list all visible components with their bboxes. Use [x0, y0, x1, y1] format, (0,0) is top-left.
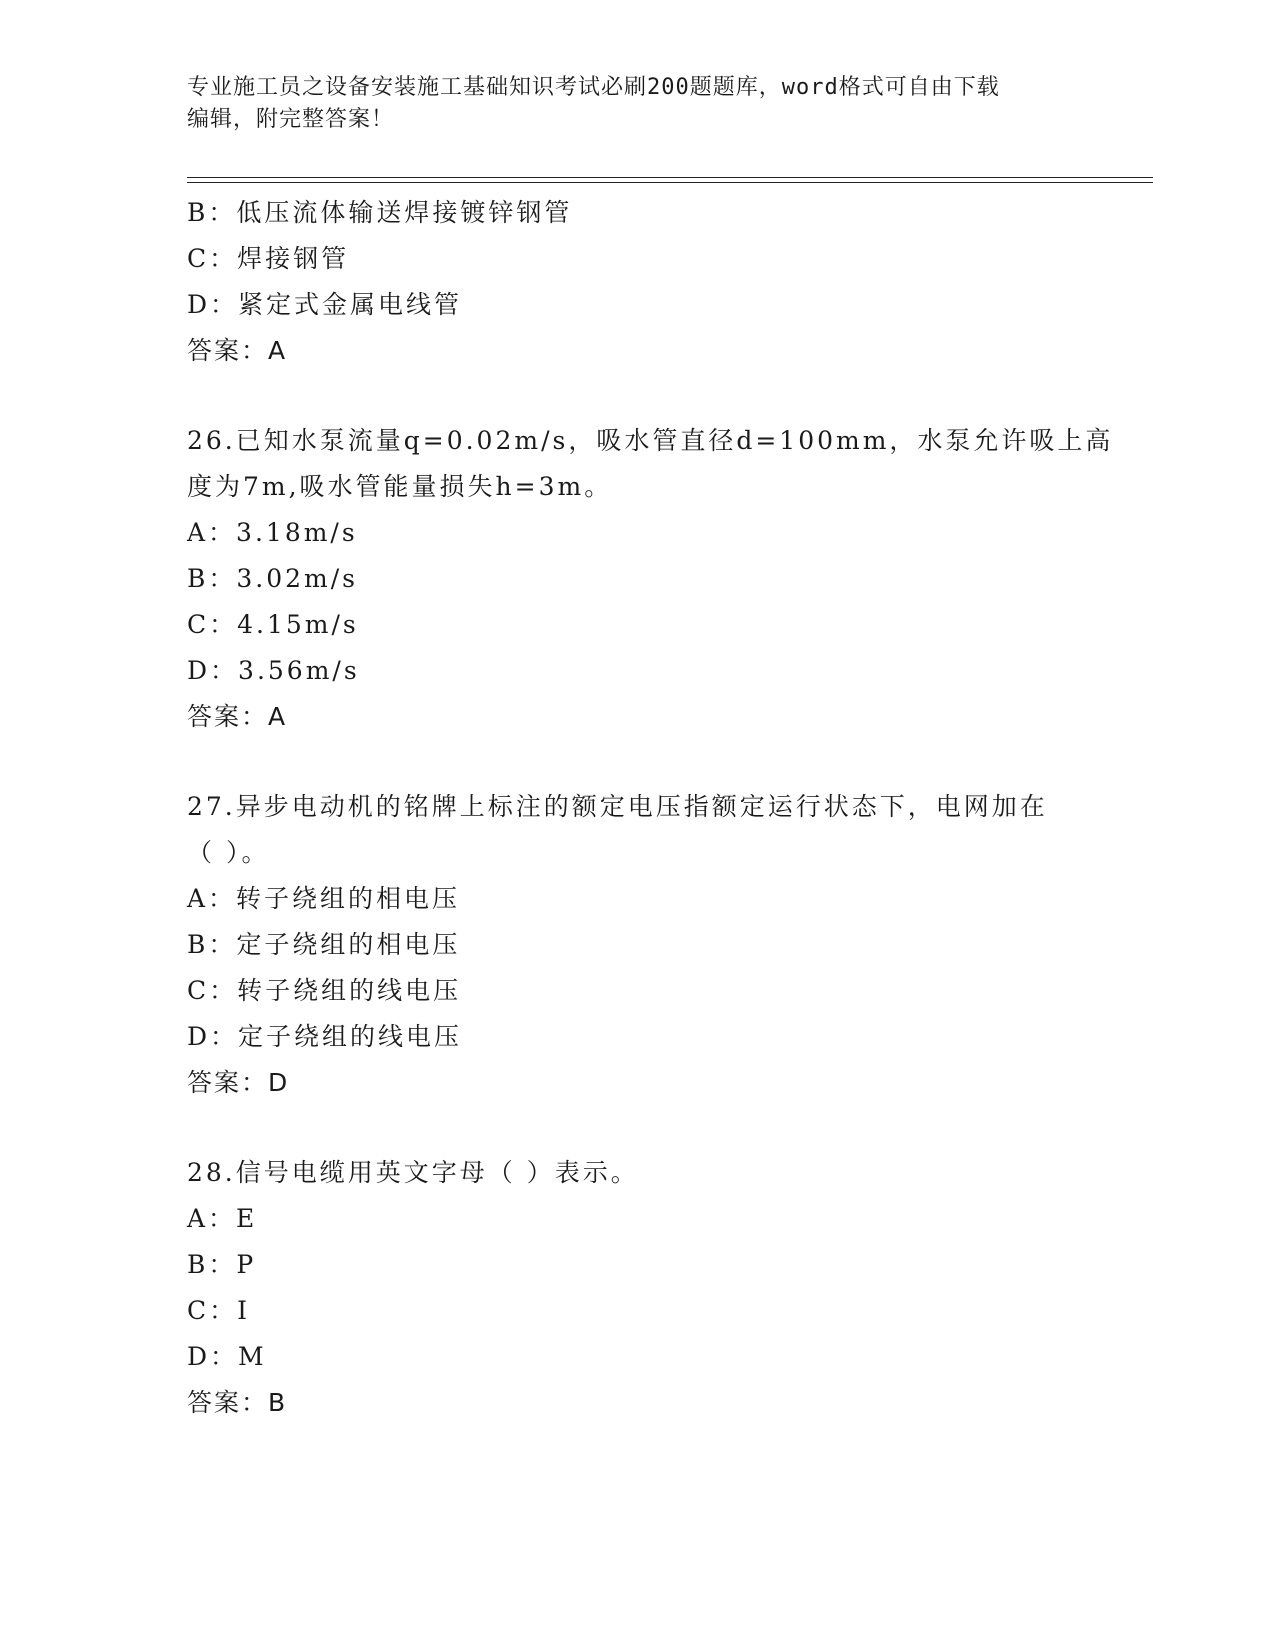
question-text-line-2: 度为7m,吸水管能量损失h=3m。: [187, 472, 613, 501]
option-d: D：M: [187, 1342, 267, 1371]
answer-line: 答案：D: [187, 1068, 290, 1097]
option-b: B：定子绕组的相电压: [187, 930, 461, 959]
header-line-2: 编辑，附完整答案！: [187, 107, 395, 132]
question-list: [187, 190, 1114, 1426]
question-text-line-2: （ ）。: [187, 838, 270, 867]
answer-line: 答案：B: [187, 1388, 288, 1417]
question-text-line-1: 28.信号电缆用英文字母（ ）表示。: [187, 1158, 639, 1187]
option-c: C：I: [187, 1296, 251, 1325]
answer-line: 答案：A: [187, 702, 288, 731]
spacer: [187, 740, 1087, 784]
option-d: D：紧定式金属电线管: [187, 290, 463, 319]
question-26: [187, 418, 1114, 740]
question-25-tail: [187, 190, 1087, 374]
answer-line: 答案：A: [187, 336, 288, 365]
header-line-1: 专业施工员之设备安装施工基础知识考试必刷200题题库，word格式可自由下载: [187, 75, 1000, 100]
option-d: D：3.56m/s: [187, 656, 360, 685]
option-a: A：E: [187, 1204, 258, 1233]
option-b: B：3.02m/s: [187, 564, 358, 593]
header-rule-top: [187, 177, 1153, 178]
option-c: C：4.15m/s: [187, 610, 359, 639]
document-header: [187, 72, 1087, 136]
option-d: D：定子绕组的线电压: [187, 1022, 463, 1051]
question-27: [187, 784, 1087, 1106]
question-text-line-1: 26.已知水泵流量q=0.02m/s，吸水管直径d=100mm，水泵允许吸上高: [187, 426, 1114, 455]
option-a: A：转子绕组的相电压: [187, 884, 461, 913]
question-28: [187, 1150, 1087, 1426]
option-b: B：低压流体输送焊接镀锌钢管: [187, 198, 573, 227]
spacer: [187, 1106, 1087, 1150]
option-a: A：3.18m/s: [187, 518, 358, 547]
option-c: C：焊接钢管: [187, 244, 350, 273]
option-b: B：P: [187, 1250, 257, 1279]
option-c: C：转子绕组的线电压: [187, 976, 462, 1005]
header-rule-bottom: [187, 182, 1153, 183]
question-text-line-1: 27.异步电动机的铭牌上标注的额定电压指额定运行状态下，电网加在: [187, 792, 1048, 821]
spacer: [187, 374, 1087, 418]
